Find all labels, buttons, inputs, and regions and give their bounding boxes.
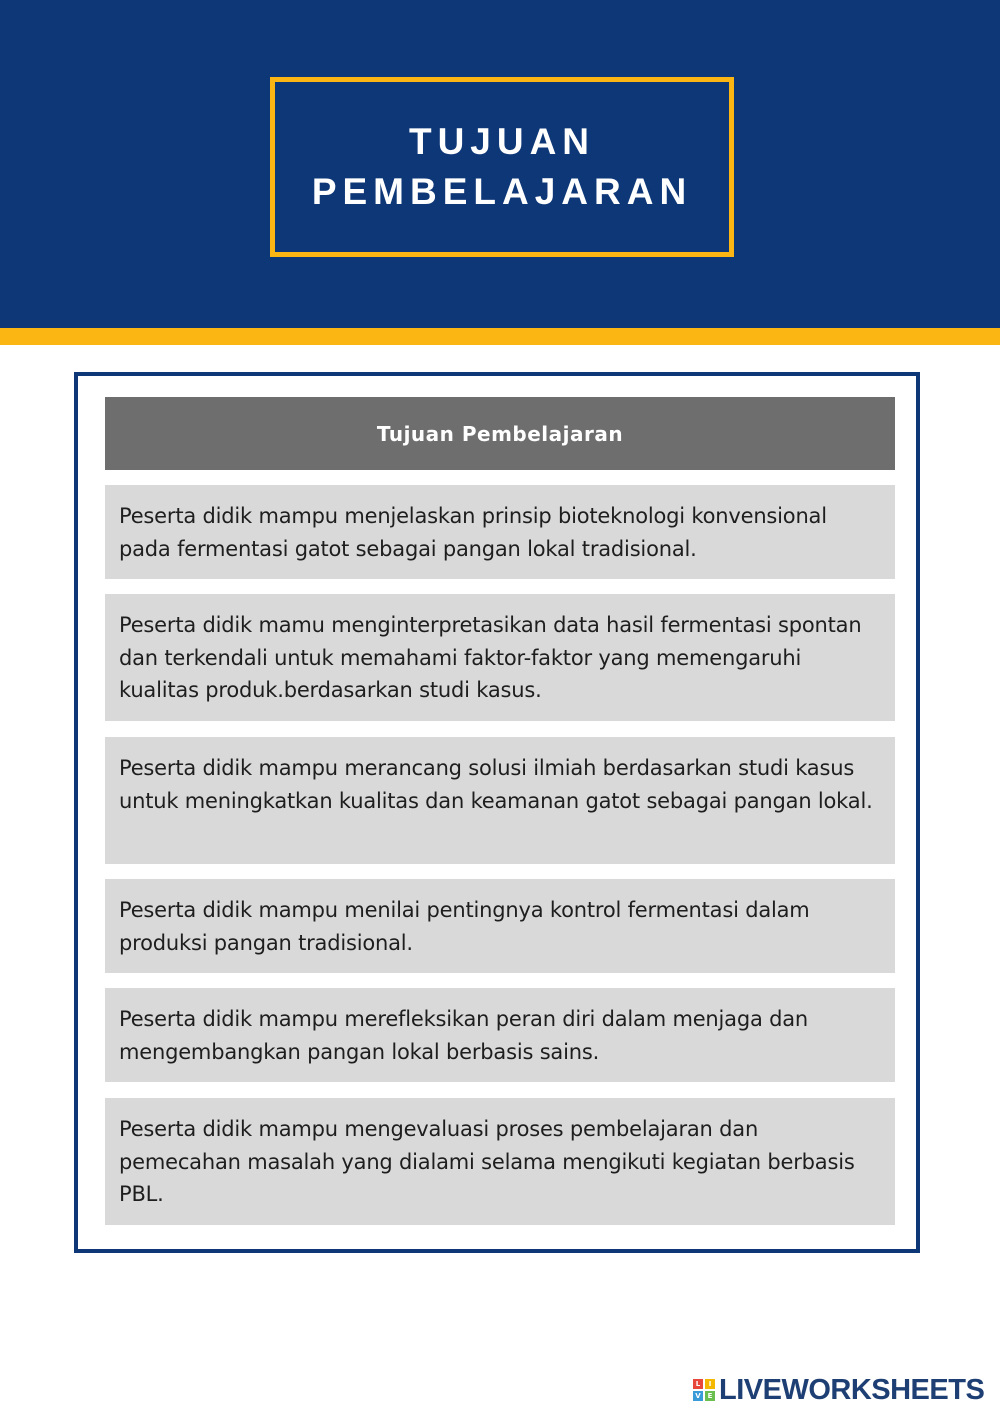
logo-mark-letter: I <box>705 1379 715 1389</box>
table-row <box>105 879 895 973</box>
row-text: Peserta didik mampu merancang solusi ilmiah berdasarkan studi kasus untuk meningkatkan kualitas dan keamanan gatot sebagai pangan lokal. <box>119 756 873 813</box>
table-row <box>105 737 895 864</box>
row-text: Peserta didik mampu menjelaskan prinsip bioteknologi konvensional pada fermentasi gatot sebagai pangan lokal tradisional. <box>119 504 827 561</box>
table-row <box>105 594 895 721</box>
table-row <box>105 1098 895 1225</box>
table-row <box>105 485 895 579</box>
table-row <box>105 988 895 1082</box>
title-box <box>270 77 734 257</box>
logo-mark-letter: V <box>693 1391 703 1401</box>
row-text: Peserta didik mampu mengevaluasi proses pembelajaran dan pemecahan masalah yang dialami selama mengikuti kegiatan berbasis PBL. <box>119 1117 855 1206</box>
page-title-line-1: TUJUAN <box>408 121 596 162</box>
liveworksheets-logo-icon <box>693 1379 715 1401</box>
logo-mark-letter: E <box>705 1391 715 1401</box>
liveworksheets-logo[interactable] <box>693 1374 984 1406</box>
row-text: Peserta didik mampu merefleksikan peran diri dalam menjaga dan mengembangkan pangan lokal berbasis sains. <box>119 1007 809 1064</box>
table-heading: Tujuan Pembelajaran <box>105 397 895 470</box>
row-text: Peserta didik mampu menilai pentingnya kontrol fermentasi dalam produksi pangan tradisional. <box>119 898 810 955</box>
logo-text: LIVEWORKSHEETS <box>719 1373 985 1406</box>
header-stripe <box>0 328 1000 345</box>
page-title-line-2: PEMBELAJARAN <box>311 171 693 212</box>
row-text: Peserta didik mamu menginterpretasikan data hasil fermentasi spontan dan terkendali untuk memahami faktor-faktor yang memengaruhi kualitas produk.berdasarkan studi kasus. <box>119 613 862 702</box>
logo-mark-letter: L <box>693 1379 703 1389</box>
